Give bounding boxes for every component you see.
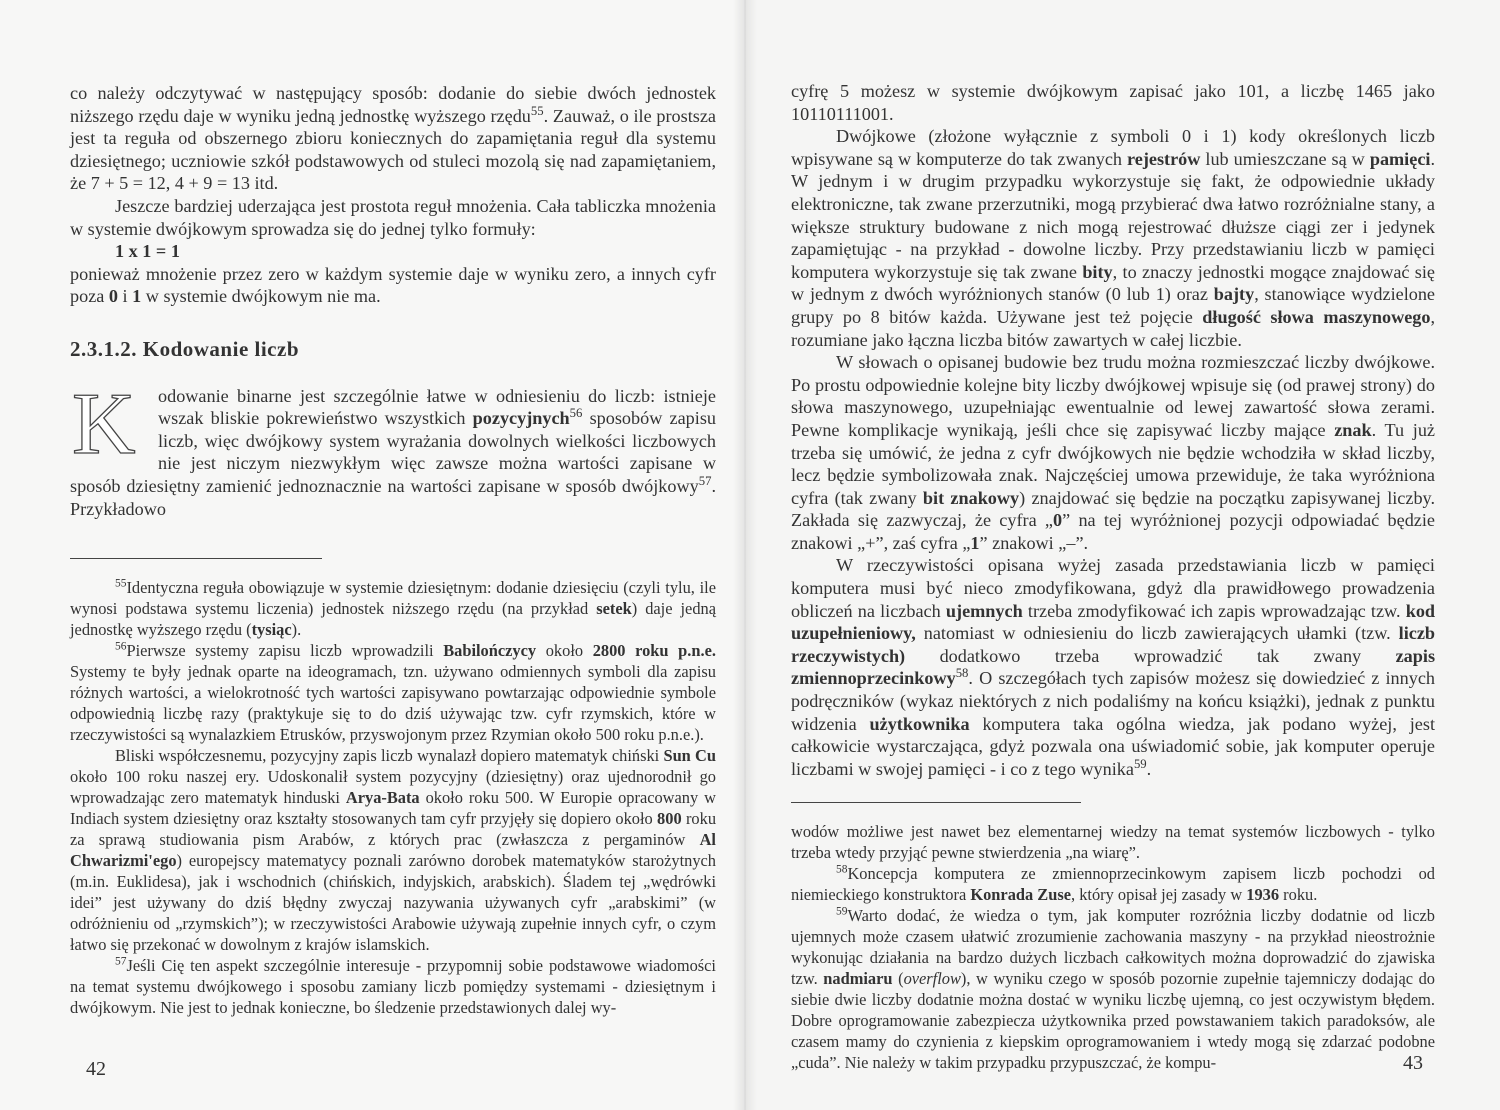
footnote-56: $^{56}$Pierwsze systemy zapisu liczb wprowadzili Babilończycy około 2800 roku p.n.e. Systemy te były jednak oparte na ideogramach, tzn. używano odmiennych symboli dla zapisu różnych wartości, a wielokrotność tych wartości zapisywano powtarzając odpowiednie symbole odpowiednią liczbę razy (praktykuje się to do dziś używając tzw. cyfr rzymskich, które w rzeczywistości są wynalazkiem Etrusków, przyswojonym przez Rzymian około 500 roku p.n.e.). bbox=[70, 640, 716, 745]
paragraph-addition-rule: co należy odczytywać w następujący sposób: dodanie do siebie dwóch jednostek niższego rzędu daje w wyniku jedną jednostkę wyższego rzędu$^{55}$. Zauważ, o ile prostsza jest ta reguła od obszernego zbioru koniecznych do zapamiętania reguł dla systemu dziesiętnego; uczniowie szkół podstawowych od stuleci mozolą się nad zapamiętaniem, że 7 + 5 = 12, 4 + 9 = 13 itd. bbox=[70, 83, 716, 194]
dropcap-letter bbox=[70, 387, 148, 457]
paragraph-registers-memory: Dwójkowe (złożone wyłącznie z symboli 0 i 1) kody określonych liczb wpisywane są w komputerze do tak zwanych rejestrów lub umieszczane są w pamięci. W jednym i w drugim przypadku wykorzystuje się fakt, że odpowiednie układy elektroniczne, tak zwane przerzutniki, mogą przybierać dwa łatwo rozróżnialne stany, a większe struktury budowane z nich mogą rejestrować dłuższe ciągi zer i jedynek zapamiętując - na przykład - dowolne liczby. Przy przedstawianiu liczb w pamięci komputera wykorzystuje się tak zwane bity, to znaczy jednostki mogące znajdować się w jednym z dwóch wyróżnionych stanów (0 lub 1) oraz bajty, stanowiące wydzielone grupy po 8 bitów każda. Używane jest też pojęcie długość słowa maszynowego, rozumiane jako łączna liczba bitów zawartych w całej liczbie. bbox=[791, 126, 1436, 350]
footnote-ref-59: 59 bbox=[1133, 756, 1147, 771]
paragraph-zero-multiplication: ponieważ mnożenie przez zero w każdym systemie daje w wyniku zero, a innych cyfr poza 0 i 1 w systemie dwójkowym nie ma. bbox=[70, 263, 716, 307]
right-column bbox=[791, 80, 1435, 1073]
book-gutter-shadow bbox=[733, 0, 757, 1110]
footnotes bbox=[70, 577, 716, 1018]
footnote-ref-57: 57 bbox=[698, 473, 712, 488]
page-number-left: 42 bbox=[86, 1058, 106, 1080]
svg-text:K: K bbox=[72, 386, 136, 457]
paragraph-complement-code: W rzeczywistości opisana wyżej zasada przedstawiania liczb w pamięci komputera musi być nieco zmodyfikowana, gdyż dla prawidłowego prowadzenia obliczeń na liczbach ujemnych trzeba zmodyfikować ich zapis wprowadzając tzw. kod uzupełnieniowy, natomiast w odniesieniu do liczb zawierających ułamki (tzw. liczb rzeczywistych) dodatkowo trzeba wprowadzić tak zwany zapis zmiennoprzecinkowy$^{58}$. O szczegółach tych zapisów możesz się dowiedzieć z innych podręczników (wykaz niektórych z nich podaliśmy na końcu książki), jednak z punktu widzenia użytkownika komputera taka ogólna wiedza, jak podano wyżej, jest całkowicie wystarczająca, gdyż pozwala ona uświadomić sobie, jak komputer operuje liczbami w swojej pamięci - i co z tego wynika$^{59}$. bbox=[791, 555, 1436, 779]
footnote-58: $^{58}$Koncepcja komputera ze zmiennoprzecinkowym zapisem liczb pochodzi od niemieckiego konstruktora Konrada Zuse, który opisał jej zasady w 1936 roku. bbox=[791, 863, 1435, 905]
paragraph-multiplication: Jeszcze bardziej uderzająca jest prostota reguł mnożenia. Cała tabliczka mnożenia w systemie dwójkowym sprowadza się do jednej tylko formuły: bbox=[70, 195, 716, 239]
left-page bbox=[0, 0, 745, 1110]
left-column bbox=[70, 82, 716, 1018]
footnote-59: $^{59}$Warto dodać, że wiedza o tym, jak komputer rozróżnia liczby dodatnie od liczb ujemnych może czasem ułatwić zrozumienie zachowania maszyny - na przykład nieostrożnie wykonując działania na bardzo dużych liczbach całkowitych można doprowadzić do zjawiska tzw. nadmiaru (overflow), w wyniku czego w sposób pozornie zupełnie tajemniczy dodając do siebie dwie liczby dodatnie można dostać w wyniku liczbę ujemną, co jest oczywistym błędem. Dobre oprogramowanie zabezpiecza użytkownika przed powstawaniem takich paradoksów, ale czasem mamy do czynienia z kiepskim oprogramowaniem i wtedy mogą się zdarzać podobne „cuda”. Nie należy w takim przypadku przypuszczać, że kompu- bbox=[791, 905, 1435, 1073]
paragraph-encoding-numbers: K odowanie binarne jest szczególnie łatwe w odniesieniu do liczb: istnieje wszak bliskie pokrewieństwo wszystkich pozycyjnych$^{56}$ sposobów zapisu liczb, więc dwójkowy system wyrażania dowolnych wielkości liczbowych nie jest niczym niezwykłym więc zawsze można wartości zapisane w sposób dziesiętny zamienić jednoznacznie na wartości zapisane w sposób dwójkowy$^{57}$. Przykładowo bbox=[70, 385, 716, 521]
footnote-ref-56: 56 bbox=[569, 406, 583, 421]
section-heading: 2.3.1.2. Kodowanie liczb bbox=[70, 336, 300, 361]
footnote-ref-55: 55 bbox=[530, 103, 544, 118]
footnote-56-continued: Bliski współczesnemu, pozycyjny zapis liczb wynalazł dopiero matematyk chiński Sun Cu około 100 roku naszej ery. Udoskonalił system pozycyjny (dziesiętny) oraz ujednorodnił go wprowadzając zero matematyk hinduski Arya-Bata około roku 500. W Europie opracowany w Indiach system dziesiętny oraz kształty stosowanych tam cyfr przyjęły się dopiero około 800 roku za sprawą studiowania pism Arabów, z których prac (zwłaszcza z pergaminów Al Chwarizmi'ego) europejscy matematycy poznali zarówno dorobek matematyków starożytnych (m.in. Euklidesa), jak i wschodnich (chińskich, indyjskich, arabskich). Śladem tej „wędrówki idei” jest używany do dziś błędny zwyczaj nazywania używanych cyfr „arabskimi” (w odróżnieniu od „rzymskich”); w rzeczywistości Arabowie używają zupełnie innych cyfr, o czym łatwo się przekonać w dowolnym z krajów islamskich. bbox=[70, 746, 717, 955]
footnote-rule bbox=[70, 558, 322, 559]
page-number-right: 43 bbox=[1403, 1052, 1423, 1074]
footnote-rule bbox=[791, 802, 1081, 803]
footnote-57-continued: wodów możliwe jest nawet bez elementarnej wiedzy na temat systemów liczbowych - tylko trzeba wtedy przyjąć pewne stwierdzenia „na wiarę”. bbox=[791, 822, 1435, 863]
footnote-ref-58: 58 bbox=[955, 666, 969, 681]
formula-1x1: 1 x 1 = 1 bbox=[115, 241, 180, 262]
footnote-55: $^{55}$Identyczna reguła obowiązuje w systemie dziesiętnym: dodanie dziesięciu (czyli tylu, ile wynosi podstawa systemu liczenia) jednostek niższego rzędu (na przykład setek) daje jedną jednostkę wyższego rzędu (tysiąc). bbox=[70, 577, 716, 640]
paragraph-binary-example: cyfrę 5 możesz w systemie dwójkowym zapisać jako 101, a liczbę 1465 jako 10110111001. bbox=[791, 81, 1435, 124]
footnote-57: $^{57}$Jeśli Cię ten aspekt szczególnie interesuje - przypomnij sobie podstawowe wiadomości na temat systemu dwójkowego i sposobu zamiany liczb pomiędzy systemami - dziesiętnym i dwójkowym. Nie jest to jednak konieczne, bo śledzenie przedstawionych dalej wy- bbox=[70, 955, 716, 1018]
footnotes bbox=[791, 821, 1435, 1073]
paragraph-sign-bit: W słowach o opisanej budowie bez trudu można rozmieszczać liczby dwójkowe. Po prostu odpowiednie kolejne bity liczby dwójkowej wpisuje się (od prawej strony) do słowa maszynowego, uzupełniając ewentualnie od lewej zawartość słowa zerami. Pewne komplikacje wynikają, jeśli chce się zapisywać liczby mające znak. Tu już trzeba się umówić, że jedna z cyfr dwójkowych nie będzie wchodziła w skład liczby, lecz będzie symbolizowała znak. Najczęściej umowa przewiduje, że taka wyróżniona cyfra (tak zwany bit znakowy) znajdować się będzie na początku zapisywanej liczby. Zakłada się zazwyczaj, że cyfra „0” na tej wyróżnionej pozycji odpowiadać będzie znakowi „+”, zaś cyfra „1” znakowi „–”. bbox=[791, 352, 1436, 553]
right-page bbox=[745, 0, 1500, 1110]
